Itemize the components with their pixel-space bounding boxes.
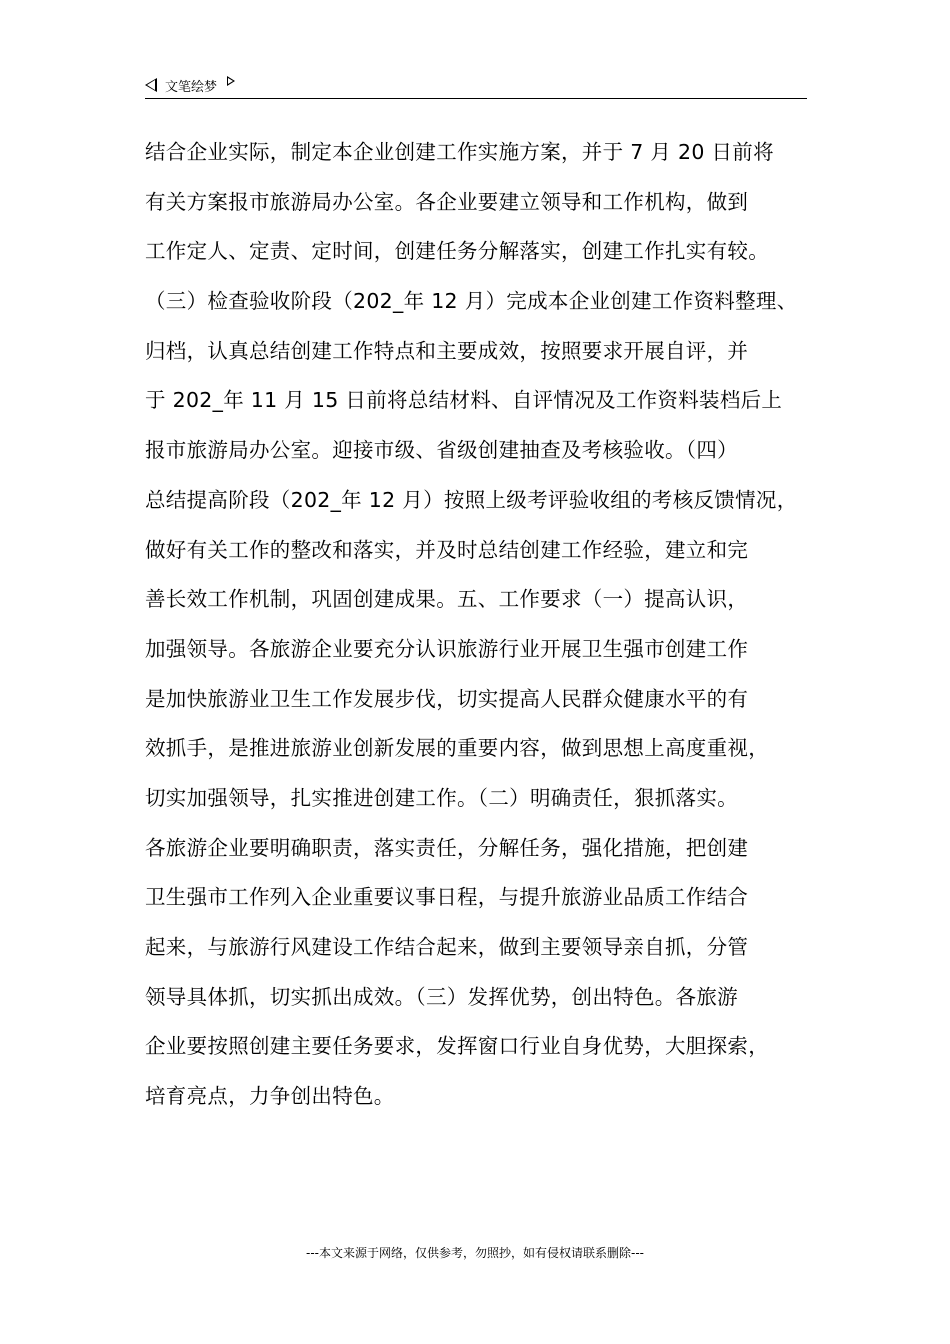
body-line: 有关方案报市旅游局办公室。各企业要建立领导和工作机构，做到	[145, 189, 749, 214]
body-line: 报市旅游局办公室。迎接市级、省级创建抽查及考核验收。（四）	[145, 438, 738, 463]
body-line: 是加快旅游业卫生工作发展步伐，切实提高人民群众健康水平的有	[145, 686, 749, 711]
body-line: 起来，与旅游行风建设工作结合起来，做到主要领导亲自抓，分管	[145, 935, 749, 959]
document-body	[145, 128, 835, 1122]
body-line: 切实加强领导，扎实推进创建工作。（二）明确责任，狠抓落实。	[145, 785, 738, 810]
body-line: 卫生强市工作列入企业重要议事日程，与提升旅游业品质工作结合	[145, 885, 749, 910]
body-line: 企业要按照创建主要任务要求，发挥窗口行业自身优势，大胆探索，	[145, 1034, 769, 1059]
body-line: 善长效工作机制，巩固创建成果。五、工作要求（一）提高认识，	[145, 587, 749, 612]
body-line: 加强领导。各旅游企业要充分认识旅游行业开展卫生强市创建工作	[145, 636, 749, 661]
body-line: 各旅游企业要明确职责，落实责任，分解任务，强化措施，把创建	[145, 835, 749, 860]
header-brand: 文笔绘梦	[165, 79, 218, 95]
body-line: 归档，认真总结创建工作特点和主要成效，按照要求开展自评，并	[145, 338, 749, 363]
triangle-left-icon	[145, 78, 157, 92]
body-line: 做好有关工作的整改和落实，并及时总结创建工作经验，建立和完	[145, 537, 749, 562]
body-line: 效抓手，是推进旅游业创新发展的重要内容，做到思想上高度重视，	[145, 736, 769, 761]
body-line: 总结提高阶段（202_年 12 月）按照上级考评验收组的考核反馈情况，	[145, 487, 798, 512]
body-line: 工作定人、定责、定时间，创建任务分解落实，创建工作扎实有较。	[145, 239, 769, 264]
page-header	[145, 72, 807, 99]
footer-notice: ---本文来源于网络，仅供参考，勿照抄，如有侵权请联系删除---	[306, 1246, 644, 1260]
body-line: 培育亮点，力争创出特色。	[145, 1084, 395, 1109]
body-line: 于 202_年 11 月 15 日前将总结材料、自评情况及工作资料装档后上	[145, 388, 783, 413]
body-line: 结合企业实际，制定本企业创建工作实施方案，并于 7 月 20 日前将	[145, 140, 774, 164]
body-line: （三）检查验收阶段（202_年 12 月）完成本企业创建工作资料整理、	[145, 289, 798, 314]
triangle-right-icon	[227, 76, 235, 86]
body-line: 领导具体抓，切实抓出成效。（三）发挥优势，创出特色。各旅游	[145, 984, 738, 1009]
